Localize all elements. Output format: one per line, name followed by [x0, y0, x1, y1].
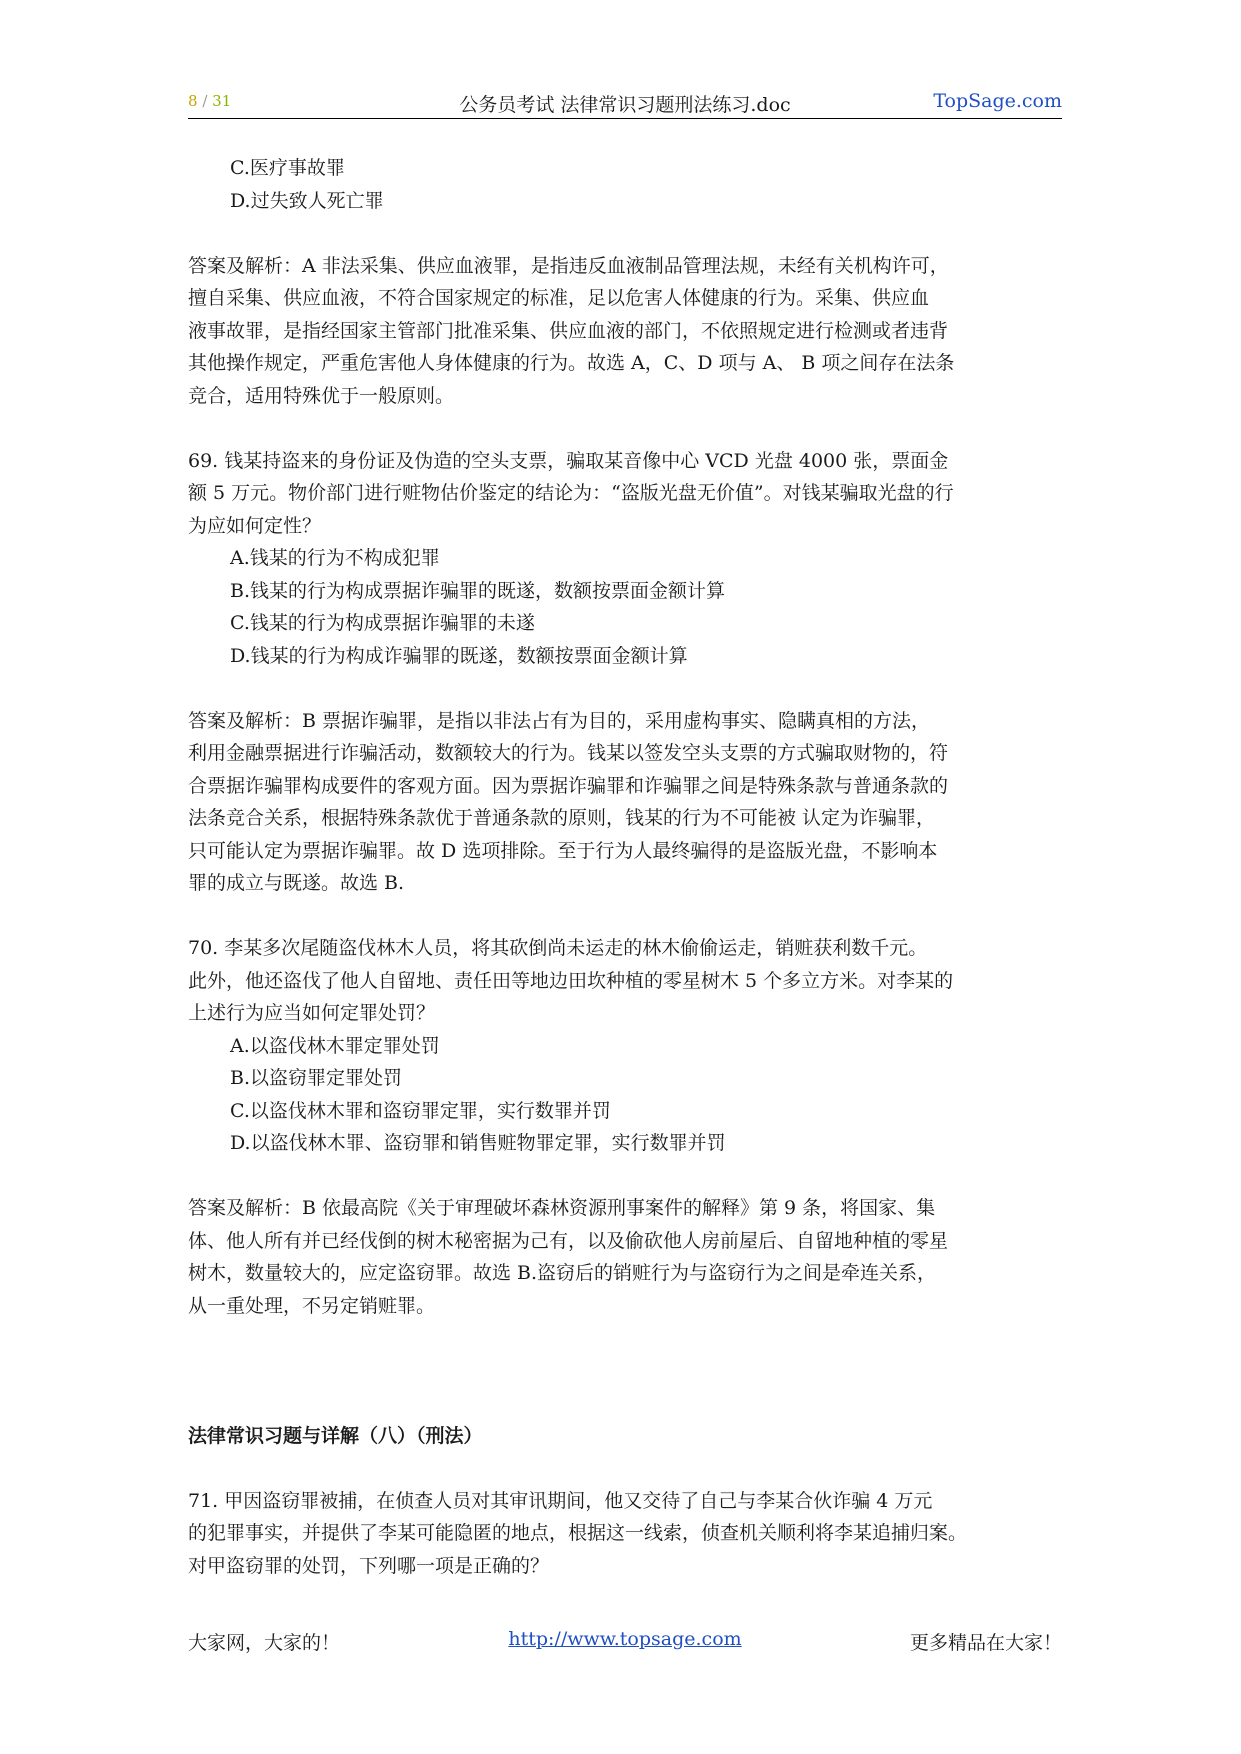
question-stem-line: 对甲盗窃罪的处罚，下列哪一项是正确的？	[188, 1554, 550, 1577]
question-stem-line: 71. 甲因盗窃罪被捕，在侦查人员对其审讯期间，他又交待了自己与李某合伙诈骗 4 万元	[188, 1489, 933, 1512]
question-stem-line: 70. 李某多次尾随盗伐林木人员，将其砍倒尚未运走的林木偷偷运走，销赃获利数千元。	[188, 937, 928, 959]
option-line: B.以盗窃罪定罪处罚	[230, 1067, 403, 1089]
answer-line: 合票据诈骗罪构成要件的客观方面。因为票据诈骗罪和诈骗罪之间是特殊条款与普通条款的	[188, 774, 949, 797]
answer-line: 其他操作规定，严重危害他人身体健康的行为。故选 A，C、D 项与 A、 B 项之间存在法条	[188, 352, 955, 374]
option-line: A.钱某的行为不构成犯罪	[230, 547, 440, 569]
answer-line: 罪的成立与既遂。故选 B.	[188, 872, 405, 894]
question-stem-line: 的犯罪事实，并提供了李某可能隐匿的地点，根据这一线索，侦查机关顺利将李某追捕归案。	[188, 1522, 968, 1544]
page-footer	[188, 1628, 1062, 1658]
option-line: A.以盗伐林木罪定罪处罚	[230, 1034, 440, 1057]
answer-line: 只可能认定为票据诈骗罪。故 D 选项排除。至于行为人最终骗得的是盗版光盘，不影响本	[188, 839, 938, 862]
option-line: D.钱某的行为构成诈骗罪的既遂，数额按票面金额计算	[230, 644, 688, 667]
question-stem-line: 此外，他还盗伐了他人自留地、责任田等地边田坎种植的零星树木 5 个多立方米。对李某的	[188, 969, 954, 992]
answer-line: 答案及解析：B 依最高院《关于审理破坏森林资源刑事案件的解释》第 9 条，将国家、集	[188, 1197, 936, 1219]
answer-line: 利用金融票据进行诈骗活动，数额较大的行为。钱某以签发空头支票的方式骗取财物的，符	[188, 742, 949, 764]
page-current: 8	[188, 92, 198, 110]
answer-line: 从一重处理，不另定销赃罪。	[188, 1294, 436, 1317]
question-stem-line: 69. 钱某持盗来的身份证及伪造的空头支票，骗取某音像中心 VCD 光盘 4000 张，票面金	[188, 449, 949, 472]
answer-line: 树木，数量较大的，应定盗窃罪。故选 B.盗窃后的销赃行为与盗窃行为之间是牵连关系，	[188, 1262, 937, 1284]
site-name[interactable]: TopSage.com	[933, 90, 1062, 112]
option-line: C.医疗事故罪	[230, 157, 345, 179]
question-stem-line: 为应如何定性？	[188, 514, 322, 537]
answer-line: 答案及解析：A 非法采集、供应血液罪，是指违反血液制品管理法规，未经有关机构许可，	[188, 254, 949, 277]
question-stem-line: 上述行为应当如何定罪处罚？	[188, 1002, 436, 1024]
answer-line: 答案及解析：B 票据诈骗罪，是指以非法占有为目的，采用虚构事实、隐瞒真相的方法，	[188, 709, 931, 732]
question-stem-line: 额 5 万元。物价部门进行赃物估价鉴定的结论为：“盗版光盘无价值”。对钱某骗取光盘的行	[188, 482, 954, 504]
footer-slogan-left: 大家网，大家的！	[188, 1632, 341, 1654]
answer-line: 体、他人所有并已经伐倒的树木秘密据为己有，以及偷砍他人房前屋后、自留地种植的零星	[188, 1229, 949, 1252]
answer-line: 竞合，适用特殊优于一般原则。	[188, 384, 455, 407]
section-title: 法律常识习题与详解（八）（刑法）	[188, 1424, 483, 1447]
footer-site-link[interactable]: http://www.topsage.com	[508, 1628, 742, 1650]
footer-slogan-right: 更多精品在大家！	[909, 1632, 1062, 1654]
page-header	[188, 90, 1062, 119]
document-body	[188, 152, 1062, 1582]
answer-line: 法条竞合关系，根据特殊条款优于普通条款的原则，钱某的行为不可能被 认定为诈骗罪，	[188, 807, 936, 829]
page-separator: /	[202, 92, 208, 110]
option-line: C.以盗伐林木罪和盗窃罪定罪，实行数罪并罚	[230, 1099, 611, 1122]
page-total: 31	[212, 92, 232, 110]
option-line: B.钱某的行为构成票据诈骗罪的既遂，数额按票面金额计算	[230, 579, 726, 602]
document-title: 公务员考试 法律常识习题刑法练习.doc	[459, 94, 791, 116]
answer-line: 擅自采集、供应血液，不符合国家规定的标准，足以危害人体健康的行为。采集、供应血	[188, 287, 930, 309]
option-line: D.过失致人死亡罪	[230, 189, 384, 212]
answer-line: 液事故罪，是指经国家主管部门批准采集、供应血液的部门，不依照规定进行检测或者违背	[188, 319, 949, 342]
option-line: C.钱某的行为构成票据诈骗罪的未遂	[230, 612, 535, 634]
option-line: D.以盗伐林木罪、盗窃罪和销售赃物罪定罪，实行数罪并罚	[230, 1132, 726, 1154]
